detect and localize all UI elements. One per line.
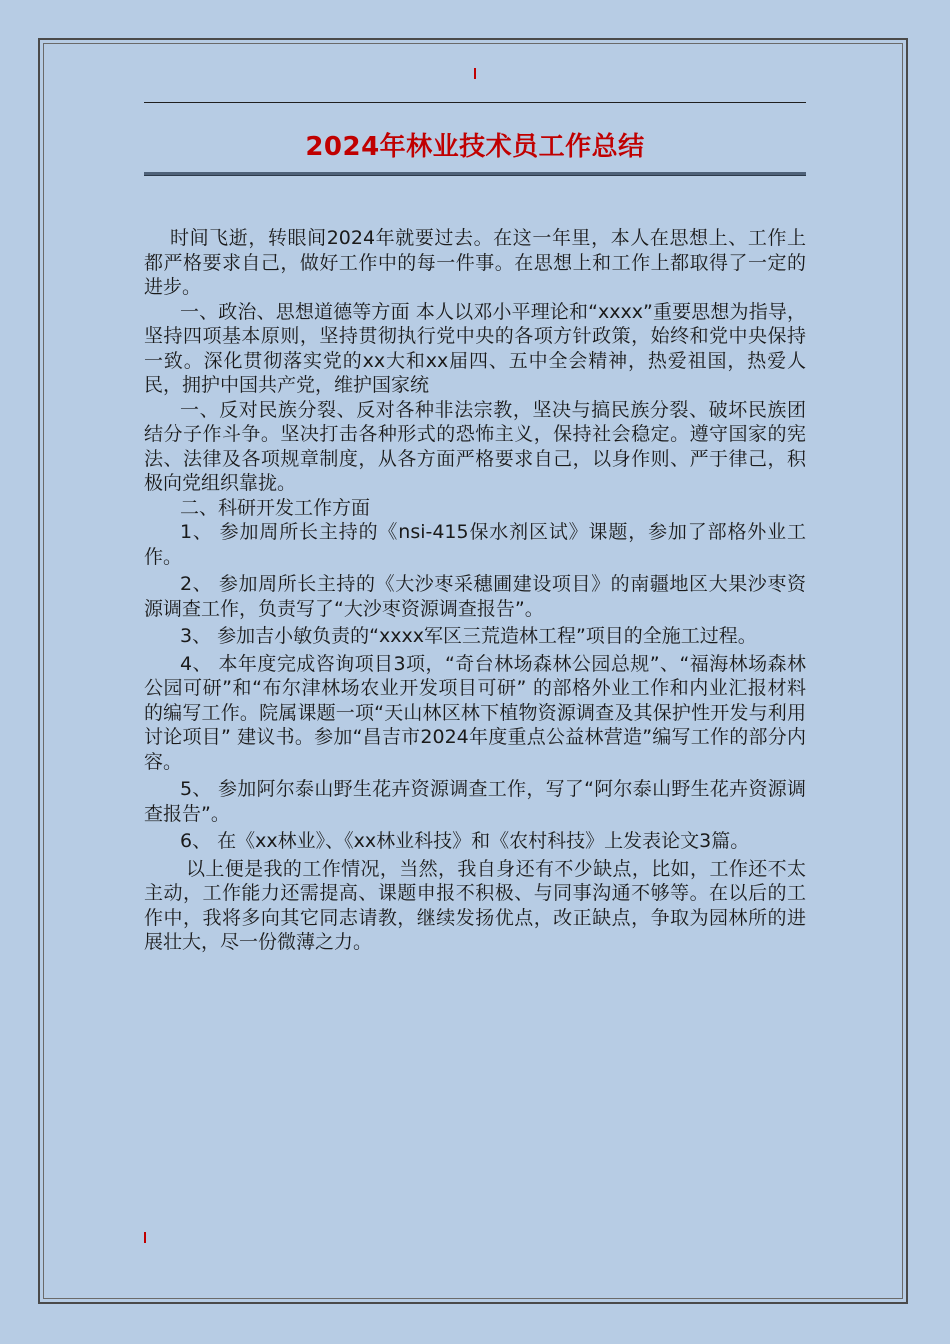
paragraph-research-heading: 二、科研开发工作方面 (180, 496, 371, 519)
header-rule (144, 102, 806, 103)
document-title: 2024年林业技术员工作总结 (305, 132, 645, 162)
list-item-6: 6、 在《xx林业》、《xx林业科技》和《农村科技》上发表论文3篇。 (180, 830, 750, 852)
paragraph-unity: 一、反对民族分裂、反对各种非法宗教，坚决与搞民族分裂、破坏民族团结分子作斗争。坚决打击各种形式的恐怖主义，保持社会稳定。遵守国家的宪法、法律及各项规章制度，从各方面严格要求自己，以身作则、严于律己，积极向党组织靠拢。 (144, 398, 806, 494)
list-item-3: 3、 参加吉小敏负责的“xxxx军区三荒造林工程”项目的全施工过程。 (180, 625, 757, 647)
footer-cursor-mark (144, 1232, 146, 1243)
paragraph-conclusion: 以上便是我的工作情况，当然，我自身还有不少缺点，比如，工作还不太主动，工作能力还需提高、课题申报不积极、与同事沟通不够等。在以后的工作中，我将多向其它同志请教，继续发扬优点，改正缺点，争取为园林所的进展壮大，尽一份微薄之力。 (144, 857, 806, 953)
list-item-1: 1、 参加周所长主持的《nsi-415保水剂区试》课题，参加了部格外业工作。 (144, 521, 806, 568)
header-cursor-mark (474, 68, 476, 79)
list-item-5: 5、 参加阿尔泰山野生花卉资源调查工作，写了“阿尔泰山野生花卉资源调查报告”。 (144, 778, 806, 825)
list-item-2: 2、 参加周所长主持的《大沙枣采穗圃建设项目》的南疆地区大果沙枣资源调查工作，负责写了“大沙枣资源调查报告”。 (144, 573, 806, 620)
document-body (144, 226, 806, 955)
title-rule (144, 172, 806, 176)
paragraph-politics: 一、政治、思想道德等方面 本人以邓小平理论和“xxxx”重要思想为指导，坚持四项基本原则，坚持贯彻执行党中央的各项方针政策，始终和党中央保持一致。深化贯彻落实党的xx大和xx届四、五中全会精神，热爱祖国，热爱人民，拥护中国共产党，维护国家统 (144, 300, 806, 396)
paragraph-intro: 时间飞逝，转眼间2024年就要过去。在这一年里，本人在思想上、工作上都严格要求自己，做好工作中的每一件事。在思想上和工作上都取得了一定的进步。 (144, 227, 806, 298)
list-item-4: 4、 本年度完成咨询项目3项，“奇台林场森林公园总规”、“福海林场森林公园可研”和“布尔津林场农业开发项目可研” 的部格外业工作和内业汇报材料的编写工作。院属课题一项“天山林区林下植物资源调查及其保护性开发与利用讨论项目” 建议书。参加“昌吉市2024年度重点公益林营造”编写工作的部分内容。 (144, 652, 806, 773)
